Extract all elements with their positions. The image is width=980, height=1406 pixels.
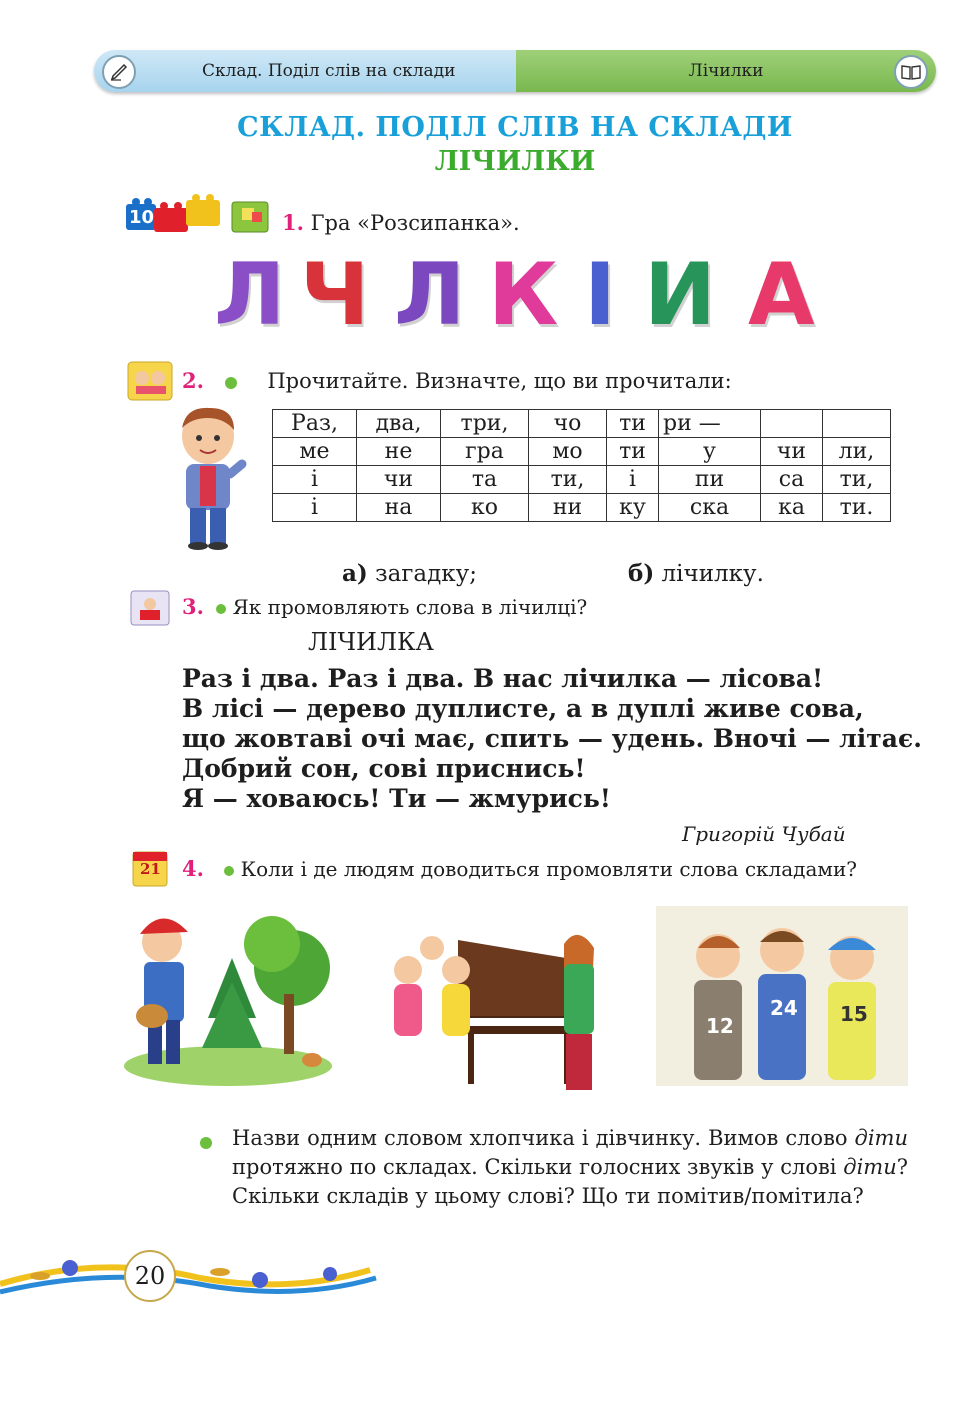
table-cell: у: [659, 438, 761, 466]
task4-number: 4.: [182, 856, 204, 881]
option-b-label: б): [628, 560, 655, 587]
calendar-icon: [130, 848, 172, 894]
table-cell: [823, 410, 891, 438]
bottom-paragraph: [232, 1124, 908, 1211]
poem-line: В лісі — дерево дуплисте, а в дуплі живе сова,: [182, 694, 864, 723]
table-cell: Раз,: [273, 410, 357, 438]
jersey-number: 15: [840, 1002, 868, 1026]
header-right-section: [516, 50, 936, 92]
jersey-number: 12: [706, 1014, 734, 1038]
task3-bullet: [216, 604, 226, 614]
table-cell: і: [273, 494, 357, 522]
letter-2: Ч: [300, 245, 370, 345]
table-row: [273, 410, 891, 438]
table-cell: і: [607, 466, 659, 494]
table-cell: ли,: [823, 438, 891, 466]
reading-kids-icon: [124, 358, 176, 408]
task2-text: Прочитайте. Визначте, що ви прочитали:: [267, 369, 732, 393]
table-cell: чи: [761, 438, 823, 466]
book-icon: [894, 55, 928, 89]
task2-line: [182, 368, 732, 393]
table-cell: ска: [659, 494, 761, 522]
header-left-section: [94, 50, 516, 92]
poem-title: ЛІЧИЛКА: [308, 628, 434, 656]
table-cell: ко: [441, 494, 529, 522]
table-cell: ни: [529, 494, 607, 522]
table-cell: ме: [273, 438, 357, 466]
letter-4: К: [488, 245, 559, 345]
calendar-day: 21: [140, 860, 161, 878]
letter-6: И: [644, 245, 716, 345]
bottom-text-part2: протяжно по складах. Скільки голосних звуків у слові: [232, 1155, 844, 1179]
table-cell: та: [441, 466, 529, 494]
table-cell: ти: [607, 410, 659, 438]
bottom-text-part3: ? Скільки складів у цьому слові? Що ти помітив/помітила?: [232, 1155, 908, 1208]
table-cell: гра: [441, 438, 529, 466]
poem-line: Добрий сон, сові приснись!: [182, 754, 586, 783]
table-cell: два,: [357, 410, 441, 438]
letter-1: Л: [214, 245, 286, 345]
page-subtitle: ЛІЧИЛКИ: [434, 146, 596, 177]
page-title: СКЛАД. ПОДІЛ СЛІВ НА СКЛАДИ: [237, 112, 793, 143]
poem-author: Григорій Чубай: [682, 822, 846, 846]
table-cell: са: [761, 466, 823, 494]
letter-7: А: [748, 245, 815, 345]
page-number: 20: [124, 1250, 176, 1302]
poem-line: Раз і два. Раз і два. В нас лічилка — лісова!: [182, 664, 824, 693]
bottom-bullet: [200, 1132, 212, 1151]
poem: [182, 664, 922, 814]
kids-cheering-illustration: [656, 906, 908, 1090]
table-cell: ри —: [659, 410, 761, 438]
task1-number: 1.: [282, 210, 304, 235]
table-cell: чи: [357, 466, 441, 494]
task3-text: Як промовляють слова в лічилці?: [232, 595, 588, 619]
pen-icon: [102, 55, 136, 89]
lego-blocks-icon: [126, 192, 222, 238]
boy-illustration: [172, 404, 248, 554]
piano-lesson-illustration: [378, 930, 610, 1104]
table-cell: ти: [607, 438, 659, 466]
task3-line: [182, 594, 587, 619]
cards-icon: [230, 198, 274, 240]
task4-line: [182, 856, 857, 881]
syllable-table-wrapper: [272, 409, 891, 522]
table-cell: чо: [529, 410, 607, 438]
boy-in-forest-illustration: [122, 898, 334, 1092]
header-right-title: Лічилки: [688, 61, 764, 81]
option-b-text: лічилку.: [661, 561, 764, 587]
letter-3: Л: [394, 245, 466, 345]
jersey-number: 24: [770, 996, 798, 1020]
task3-number: 3.: [182, 594, 204, 619]
table-cell: [761, 410, 823, 438]
bottom-text-part1: Назви одним словом хлопчика і дівчинку. Вимов слово: [232, 1126, 855, 1150]
table-cell: мо: [529, 438, 607, 466]
table-cell: ти,: [529, 466, 607, 494]
task2-bullet: [225, 377, 237, 389]
option-a: [342, 560, 477, 587]
page-header: [94, 50, 936, 92]
table-row: [273, 438, 891, 466]
task1-text: Гра «Розсипанка».: [310, 211, 520, 235]
task4-bullet: [224, 866, 234, 876]
task2-number: 2.: [182, 368, 204, 393]
header-left-title: Склад. Поділ слів на склади: [202, 61, 456, 81]
poem-line: що жовтаві очі має, спить — удень. Вночі — літає.: [182, 724, 922, 753]
poem-line: Я — ховаюсь! Ти — жмурись!: [182, 784, 611, 813]
reader-icon: [128, 588, 174, 634]
table-cell: на: [357, 494, 441, 522]
option-b: [628, 560, 764, 587]
table-cell: ка: [761, 494, 823, 522]
table-cell: ку: [607, 494, 659, 522]
table-row: [273, 466, 891, 494]
table-cell: три,: [441, 410, 529, 438]
table-cell: і: [273, 466, 357, 494]
syllable-table: [272, 409, 891, 522]
task1-badge: 10: [129, 207, 155, 228]
letter-5: І: [584, 245, 616, 345]
bottom-word2: діти: [843, 1155, 897, 1179]
bottom-word1: діти: [854, 1126, 908, 1150]
table-cell: пи: [659, 466, 761, 494]
table-cell: ти,: [823, 466, 891, 494]
wheat-decoration: [0, 1244, 380, 1308]
table-cell: не: [357, 438, 441, 466]
option-a-label: а): [342, 560, 368, 587]
option-a-text: загадку;: [375, 561, 477, 587]
bullet-dot: [200, 1137, 212, 1149]
task1-line: [282, 210, 520, 235]
table-row: [273, 494, 891, 522]
task4-text: Коли і де людям доводиться промовляти слова складами?: [240, 857, 857, 881]
table-cell: ти.: [823, 494, 891, 522]
